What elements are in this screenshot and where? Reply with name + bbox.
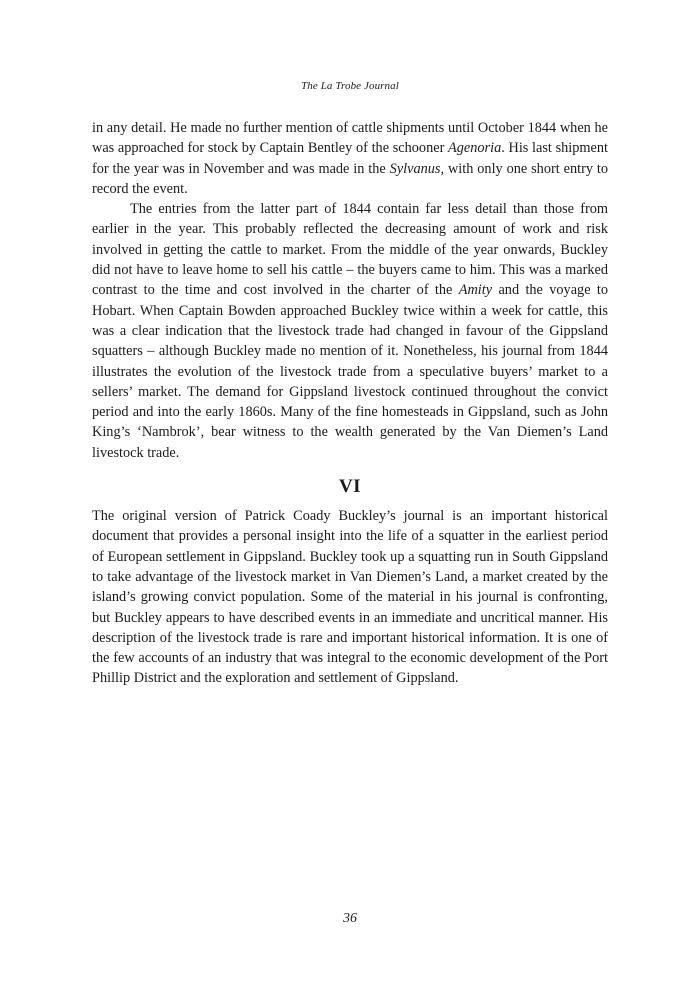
article-body — [92, 118, 608, 689]
page-number: 36 — [343, 911, 357, 926]
text-run: and the voyage to Hobart. When Captain Bowden approached Buckley twice within a week for cattle, this was a clear indication that the livestock trade had changed in favour of the Gippsland squatters – although Buckley made no mention of it. Nonetheless, his journal from 1844 illustrates the evolution of the livestock trade from a speculative buyers’ market to a sellers’ market. The demand for Gippsland livestock continued throughout the convict period and into the early 1860s. Many of the fine homesteads in Gippsland, such as John King’s ‘Nambrok’, bear witness to the wealth generated by the Van Diemen’s Land livestock trade. — [92, 282, 609, 461]
ship-name: Amity — [458, 282, 493, 299]
text-run: The entries from the latter part of 1844 contain far less detail than those from earlier in the year. This probably reflected the decreasing amount of work and risk involved in getting the cattle to market. From the middle of the year onwards, Buckley did not have to leave home to sell his cattle – the buyers came to him. This was a marked contrast to the time and cost involved in the charter of the — [92, 201, 608, 299]
section-heading: VI — [338, 476, 362, 498]
text-run: The original version of Patrick Coady Buckley’s journal is an important historical document that provides a personal insight into the life of a squatter in the earliest period of European settlement in Gippsland. Buckley took up a squatting run in South Gippsland to take advantage of the livestock market in Van Diemen’s Land, a market created by the island’s growing convict population. Some of the material in his journal is confronting, but Buckley appears to have described events in an immediate and uncritical manner. His description of the livestock trade is rare and important historical information. It is one of the few accounts of an industry that was integral to the economic development of the Port Phillip District and the exploration and settlement of Gippsland. — [92, 508, 608, 687]
paragraph — [92, 506, 608, 689]
document-page — [92, 0, 608, 1000]
text-run: . His last shipment for the year was in November and was made in the — [92, 140, 608, 177]
running-header: The La Trobe Journal — [301, 80, 399, 92]
text-run: in any detail. He made no further mention of cattle shipments until October 1844 when he was approached for stock by Captain Bentley of the schooner — [92, 120, 608, 157]
ship-name: Agenoria — [448, 140, 502, 157]
paragraph-continued — [92, 118, 608, 199]
paragraph — [92, 199, 608, 463]
ship-name: Sylvanus — [389, 160, 441, 177]
text-run: , with only one short entry to record the event. — [92, 160, 608, 197]
